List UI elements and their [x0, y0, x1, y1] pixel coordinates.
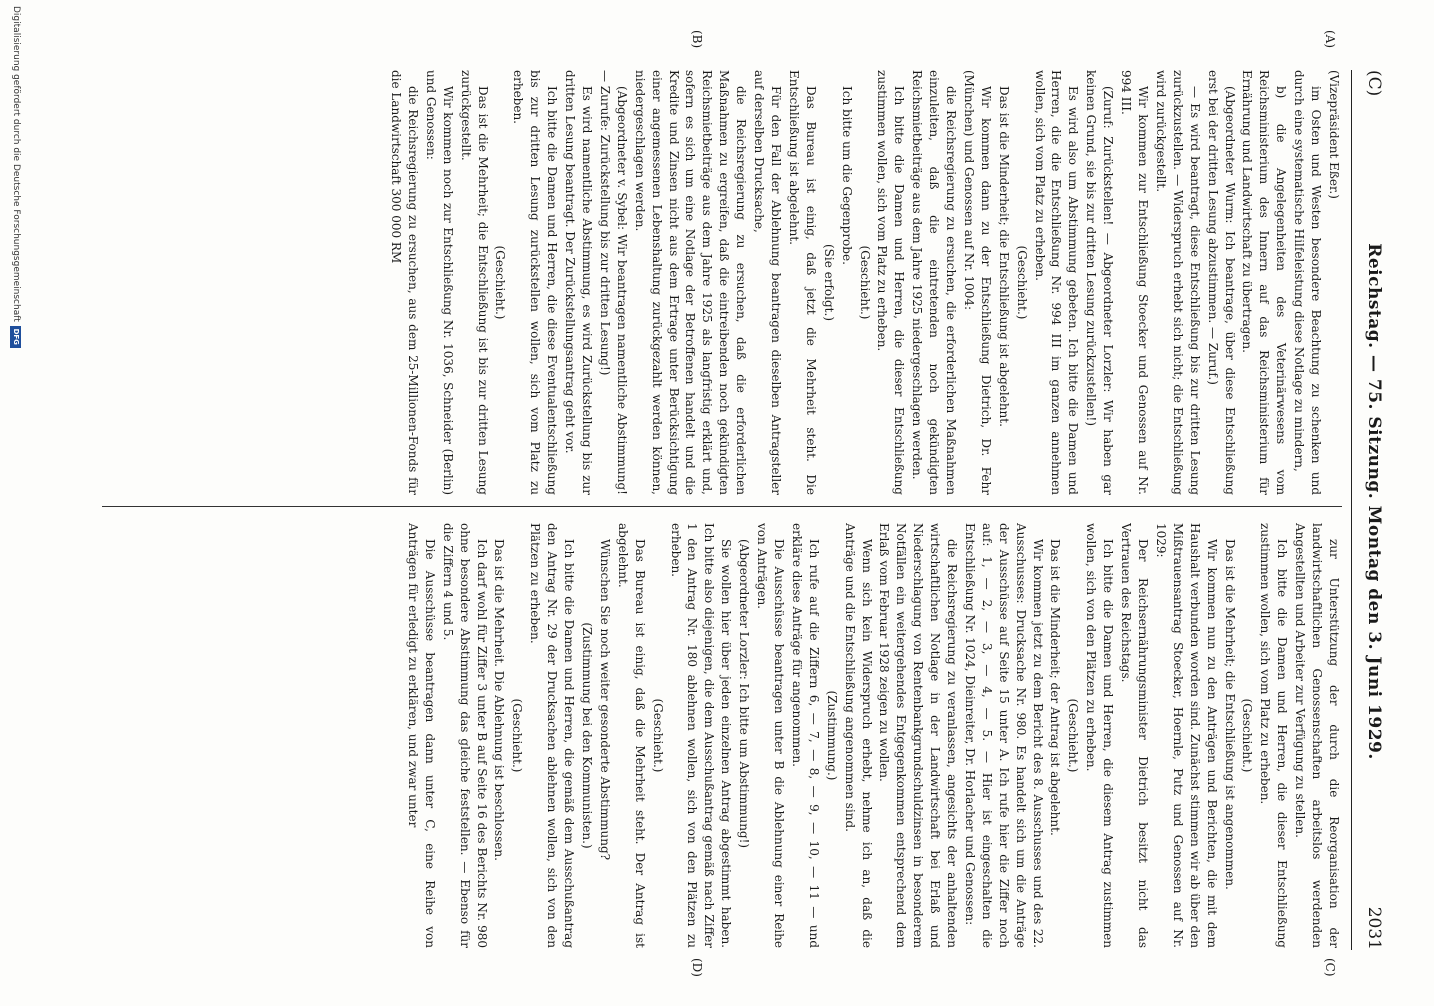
paragraph: Wir kommen noch zur Entschließung Nr. 1036, Schneider (Berlin) und Genossen: [423, 70, 455, 495]
header-left: (C) [1364, 70, 1384, 97]
paragraph: Das ist die Minderheit; der Antrag ist abgelehnt. [1048, 539, 1063, 836]
stage-direction: (Geschieht.) [510, 698, 525, 773]
left-column [92, 70, 1342, 495]
paragraph: — Es wird beantragt, diese Entschließung bis zur dritten Lesung zurückzustellen. — Widerspruch erhebt sich nicht; die Entschließung wird zurückgestellt. [1153, 70, 1202, 495]
paragraph: Wir kommen jetzt zu dem Bericht des 8. Ausschusses und des 22. Ausschusses: Drucksache Nr. 980. Es handelt sich um die Anträge der Ausschüsse auf Seite 15 unter A. Ich rufe hier die Ziffer noch auf: 1, — 2, — 3, — 4, — 5. — Hier ist eingeschalten die Entschließung Nr. 1024, Dieinreiter, Dr. Horlacher und Genossen: [962, 523, 1045, 948]
paragraph: b) die Angelegenheiten des Veterinärwesens vom Reichsministerium des Innern auf das Reichsministerium für Ernährung und Landwirtschaft zu übertragen. [1240, 70, 1289, 495]
stage-direction: (Geschieht.) [493, 245, 508, 320]
paragraph: die Reichsregierung zu ersuchen, daß die erforderlichen Maßnahmen zu ergreifen, daß die eintreibenden noch gekündigten Reichsmietbeiträge aus dem Jahre 1925 als langfristig erklärt und, sofern es sich um eine Notlage der Betroffenen handelt und die Kredite und Zinsen nicht aus dem Ertrage unter Berücksichtigung einer angemessenen Lebenshaltung zurückgezahlt werden können, niedergeschlagen werden. [632, 70, 749, 495]
header-title: Reichstag. — 75. Sitzung. Montag den 3. Juni 1929. [1364, 243, 1384, 760]
margin-marker-b: (B) [690, 30, 704, 49]
paragraph: Die Ausschüsse beantragen unter B die Ablehnung einer Reihe von Anträgen. [755, 523, 786, 948]
paragraph: Das ist die Mehrheit; die Entschließung ist bis zur dritten Lesung zurückgestellt. [458, 70, 490, 495]
paragraph: Die Ausschüsse beantragen dann unter C, eine Reihe von Anträgen für erledigt zu erklären, und zwar unter [405, 523, 437, 948]
paragraph: Wir kommen nun zu den Anträgen und Berichten, die mit dem Haushalt verbunden worden sind. Zunächst stimmen wir ab über den Mißtrauensantrag Stoecker, Hoernle, Putz und Genossen auf Nr. 1029: [1153, 523, 1219, 948]
margin-marker-a: (A) [1323, 30, 1337, 49]
paragraph: Ich bitte die Damen und Herren, die dieser Entschließung zustimmen wollen, sich vom Platz zu erheben. [875, 70, 907, 495]
paragraph: Ich bitte die Damen und Herren, die gemäß dem Ausschußantrag den Antrag Nr. 29 der Drucksachen ablehnen wollen, sich von den Plätzen zu erheben. [528, 523, 577, 948]
paragraph: Ich bitte um die Gegenprobe. [839, 86, 854, 265]
paragraph: die Reichsregierung zu ersuchen, die erforderlichen Maßnahmen einzuleiten, daß die eintretenden noch gekündigten Reichsmietbeiträge aus dem Jahre 1925 niedergeschlagen werden. [910, 70, 959, 495]
paragraph: Das Bureau ist einig, daß jetzt die Mehrheit steht. Die Entschließung ist abgelehnt. [786, 70, 818, 495]
paragraph: Es wird also um Abstimmung gebeten. Ich bitte die Damen und Herren, die die Entschließung Nr. 994 III im ganzen annehmen wollen, sich vom Platz zu erheben. [1032, 70, 1081, 495]
margin-marker-d: (D) [690, 958, 704, 977]
paragraph: Ich rufe auf die Ziffern 6, — 7, — 8, — 9, — 10, — 11 — und erkläre diese Anträge für angenommen. [789, 523, 821, 948]
margin-marker-c: (C) [1323, 958, 1337, 977]
header-rule [1351, 70, 1352, 950]
paragraph: zur Unterstützung der durch die Reorganisation der landwirtschaftlichen Genossenschaften arbeitslos werdenden Angestellten und Arbeiter zur Verfügung zu stellen. [1293, 523, 1341, 948]
stage-direction: (Geschieht.) [1066, 698, 1081, 773]
paragraph: Das ist die Mehrheit. Die Ablehnung ist beschlossen. [492, 539, 507, 861]
stage-direction: (Geschieht.) [650, 698, 665, 773]
stage-direction: (Geschieht.) [1014, 245, 1029, 320]
paragraph: Ich bitte die Damen und Herren, die diese Eventualentschließung bis zur dritten Lesung zurückstellen wollen, sich vom Platz zu erheben. [511, 70, 560, 495]
paragraph: Ich bitte die Damen und Herren, die dieser Entschließung zustimmen wollen, sich vom Platz zu erheben. [1258, 523, 1290, 948]
paragraph: (Abgeordneter Wurm: Ich beantrage, über diese Entschließung erst bei der dritten Lesung abzustimmen. — Zuruf.) [1205, 70, 1237, 495]
paragraph: Sie wollen hier über jeden einzelnen Antrag abgestimmt haben. Ich bitte also diejenigen, die dem Ausschußantrag gemäß nach Ziffer 1 den Antrag Nr. 180 ablehnen wollen, sich von den Plätzen zu erheben. [668, 523, 734, 948]
footer [8, 0, 24, 1006]
paragraph: (Abgeordneter Lorzler: Ich bitte um Abstimmung!) [737, 539, 752, 849]
stage-direction: (Geschieht.) [1240, 698, 1255, 773]
paragraph: Es wird namentliche Abstimmung, es wird Zurückstellung bis zur dritten Lesung beantragt. Der Zurückstellungsantrag geht vor. [563, 70, 595, 495]
stage-direction: (Sie erfolgt.) [821, 244, 836, 321]
paragraph: im Osten und Westen besondere Beachtung zu schenken und durch eine systematische Hilfeleistung diese Notlage zu mindern, [1292, 70, 1324, 495]
paragraph: Der Reichsernährungsminister Dietrich besitzt nicht das Vertrauen des Reichstags. [1119, 523, 1151, 948]
page-header [1359, 70, 1389, 950]
footer-text: Digitalisierung gefördert durch die Deutsche Forschungsgemeinschaft [11, 6, 21, 322]
column-divider [102, 506, 1342, 507]
paragraph: Wünschen Sie noch weiter gesonderte Abstimmung? [597, 539, 612, 861]
paragraph: die Reichsregierung zu ersuchen, aus dem 25-Millionen-Fonds für die Landwirtschaft 300 000 RM [389, 70, 420, 495]
paragraph: (Abgeordneter v. Sybel: Wir beantragen namentliche Abstimmung! — Zurufe: Zurückstellung bis zur dritten Lesung!) [597, 70, 629, 495]
paragraph: Das ist die Minderheit; die Entschließung ist abgelehnt. [996, 86, 1011, 427]
dfg-logo-icon: DFG [11, 326, 22, 348]
paragraph: Wir kommen dann zu der Entschließung Dietrich, Dr. Fehr (München) und Genossen auf Nr. 1004: [961, 70, 993, 495]
right-column [92, 523, 1342, 948]
paragraph: Ich bitte die Damen und Herren, die diesem Antrag zustimmen wollen, sich von den Plätzen zu erheben. [1084, 523, 1116, 948]
paragraph: Das ist die Mehrheit; die Entschließung ist angenommen. [1222, 539, 1237, 890]
page-number: 2031 [1364, 906, 1384, 950]
paragraph: Wenn sich kein Widerspruch erhebt, nehme ich an, daß die Anträge und die Entschließung angenommen sind. [842, 523, 874, 948]
paragraph: (Zuruf: Zurückstellen! — Abgeordneter Lorzler: Wir haben gar keinen Grund, sie bis zur dritten Lesung zurückzustellen!) [1084, 70, 1116, 495]
paragraph: Für den Fall der Ablehnung beantragen dieselben Antragsteller auf derselben Drucksache, [752, 70, 783, 495]
stage-direction: (Geschieht.) [857, 245, 872, 320]
paragraph: die Reichsregierung zu veranlassen, angesichts der anhaltenden wirtschaftlichen Notlage in der Landwirtschaft bei Erlaß und Niederschlagung von Rentenbankgrundschuldzinsen in besonderem Notfällen ein weitergehendes Entgegenkommen entsprechend dem Erlaß vom Februar 1928 zeigen zu wollen. [877, 523, 960, 948]
paragraph: (Vizepräsident Eßer.) [1327, 70, 1341, 199]
stage-direction: (Zustimmung.) [824, 690, 839, 781]
paragraph: Das Bureau ist einig, daß die Mehrheit steht. Der Antrag ist abgelehnt. [615, 523, 647, 948]
paragraph: Ich darf wohl für Ziffer 3 unter B auf Seite 16 des Berichts Nr. 980 ohne besondere Abstimmung das gleiche feststellen. — Ebenso für die Ziffern 4 und 5. [440, 523, 489, 948]
paragraph: Wir kommen zur Entschließung Stoecker und Genossen auf Nr. 994 III. [1119, 70, 1151, 495]
stage-direction: (Zustimmung bei den Kommunisten.) [580, 622, 595, 849]
